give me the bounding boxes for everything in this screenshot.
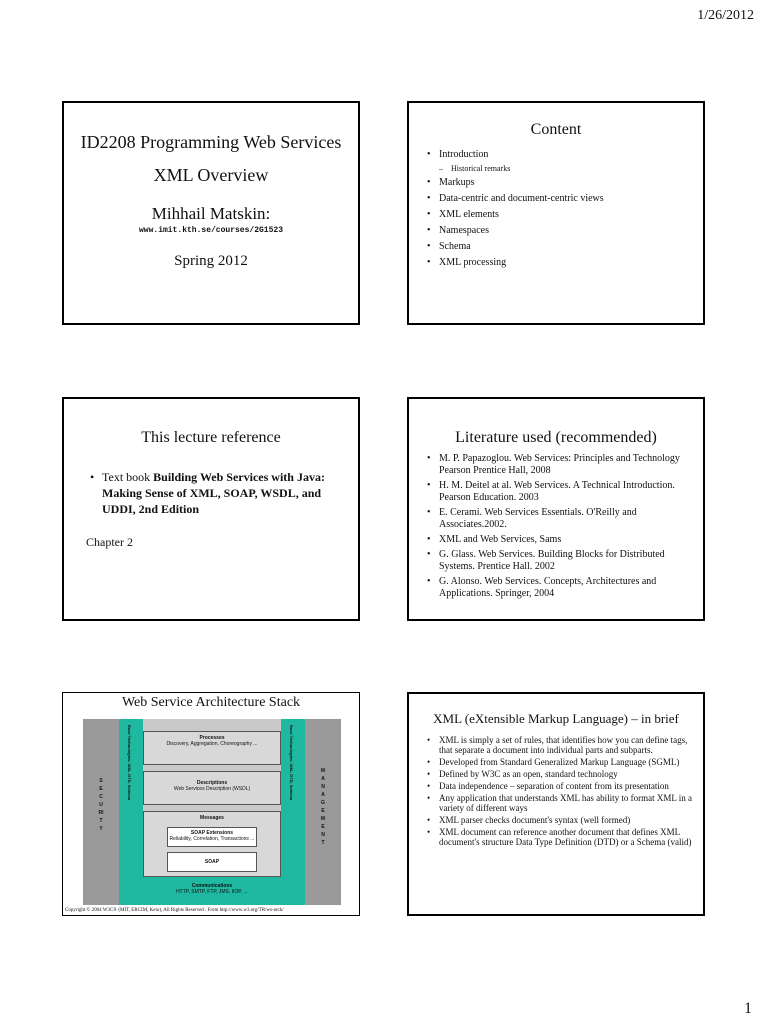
list-item: • XML and Web Services, Sams [439,534,693,546]
list-item: • M. P. Papazoglou. Web Services: Principles and Technology Pearson Prentice Hall, 2008 [439,453,693,477]
slide-heading: Content [530,121,582,138]
slide-content [407,101,705,325]
base-tech-left [119,719,143,877]
list-item: • E. Cerami. Web Services Essentials. O'Reilly and Associates.2002. [439,507,693,531]
layer-heading: Communications [191,883,233,889]
lecture-title: XML Overview [153,165,269,185]
base-tech-right [281,719,305,877]
slide-heading: XML (eXtensible Markup Language) – in brief [433,711,679,726]
security-column [83,719,119,905]
list-item: • G. Alonso. Web Services. Concepts, Architectures and Applications. Springer, 2004 [439,576,693,600]
layer-heading: SOAP [204,859,220,865]
slide-xml-in-brief [407,692,705,916]
management-label: MANAGEMENT [320,768,326,846]
print-date: 1/26/2012 [697,8,754,23]
slide-literature [407,397,705,621]
list-item: • Developed from Standard Generalized Markup Language (SGML) [439,757,693,767]
descriptions-layer [143,771,281,805]
layer-heading: Descriptions [196,780,228,786]
list-item: • Introduction [439,147,693,163]
xml-facts-list [409,735,703,847]
communications-layer [119,877,305,905]
layer-heading: Messages [200,815,224,821]
content-list [409,147,703,271]
soap-box [167,852,257,872]
architecture-diagram [83,719,341,905]
list-subitem: – Historical remarks [439,163,693,175]
slide-architecture-stack [62,692,360,916]
page-number: 1 [744,1000,752,1017]
management-column [305,719,341,905]
slide-heading: This lecture reference [141,429,281,446]
slide-lecture-reference [62,397,360,621]
list-item: • XML document can reference another document that defines XML document's structure Data Type Definition (DTD) or a Schema (valid) [439,827,693,847]
term: Spring 2012 [174,253,248,269]
list-item: • Schema [439,239,693,255]
list-item: • Markups [439,175,693,191]
reference-list [64,469,358,517]
layer-desc: HTTP, SMTP, FTP, JMS, IIOP, ... [176,889,248,895]
layer-desc: Web Services Description (WSDL) [173,786,251,792]
list-item: • H. M. Deitel at al. Web Services. A Technical Introduction. Pearson Education. 2003 [439,480,693,504]
copyright-notice: Copyright © 2004 W3C® (MIT, ERCIM, Keio), All Rights Reserved . From http://www.w3.org/TR/ws-arch/ [65,908,284,913]
layer-desc: Discovery, Aggregation, Choreography ... [166,741,258,747]
list-item: • Data-centric and document-centric views [439,191,693,207]
processes-layer [143,731,281,765]
list-item: • Any application that understands XML has ability to format XML in a variety of different ways [439,793,693,813]
layer-desc: Reliability, Correlation, Transactions ... [169,836,255,842]
slide-heading: Web Service Architecture Stack [121,695,301,710]
list-item [102,469,348,517]
list-item: • G. Glass. Web Services. Building Blocks for Distributed Systems. Prentice Hall. 2002 [439,549,693,573]
list-item: • Data independence – separation of content from its presentation [439,781,693,791]
soap-extensions-box [167,827,257,847]
list-item: • XML parser checks document's syntax (well formed) [439,815,693,825]
author-name: Mihhail Matskin: [151,204,271,223]
layer-heading: SOAP Extensions [190,830,234,836]
security-label: SECURITY [98,778,104,832]
slide-title [62,101,360,325]
course-title: ID2208 Programming Web Services [80,132,342,152]
base-tech-label: Base Technologies: XML, DTD, Schema [127,725,132,801]
chapter-label: Chapter 2 [86,535,133,549]
list-item: • XML is simply a set of rules, that identifies how you can define tags, that separate a document into individual parts and subparts. [439,735,693,755]
base-tech-label: Base Technologies: XML, DTD, Schema [289,725,294,801]
layer-heading: Processes [199,735,225,741]
list-item: • Namespaces [439,223,693,239]
reference-prefix: Text book [102,470,154,484]
list-item: • XML elements [439,207,693,223]
literature-list [409,453,703,600]
book-title: Building Web Services with Java: Making Sense of XML, SOAP, WSDL, and UDDI, 2nd Edition [102,470,325,516]
list-item: • XML processing [439,255,693,271]
course-url[interactable]: www.imit.kth.se/courses/2G1523 [138,226,284,235]
slide-heading: Literature used (recommended) [455,429,657,446]
list-item: • Defined by W3C as an open, standard technology [439,769,693,779]
